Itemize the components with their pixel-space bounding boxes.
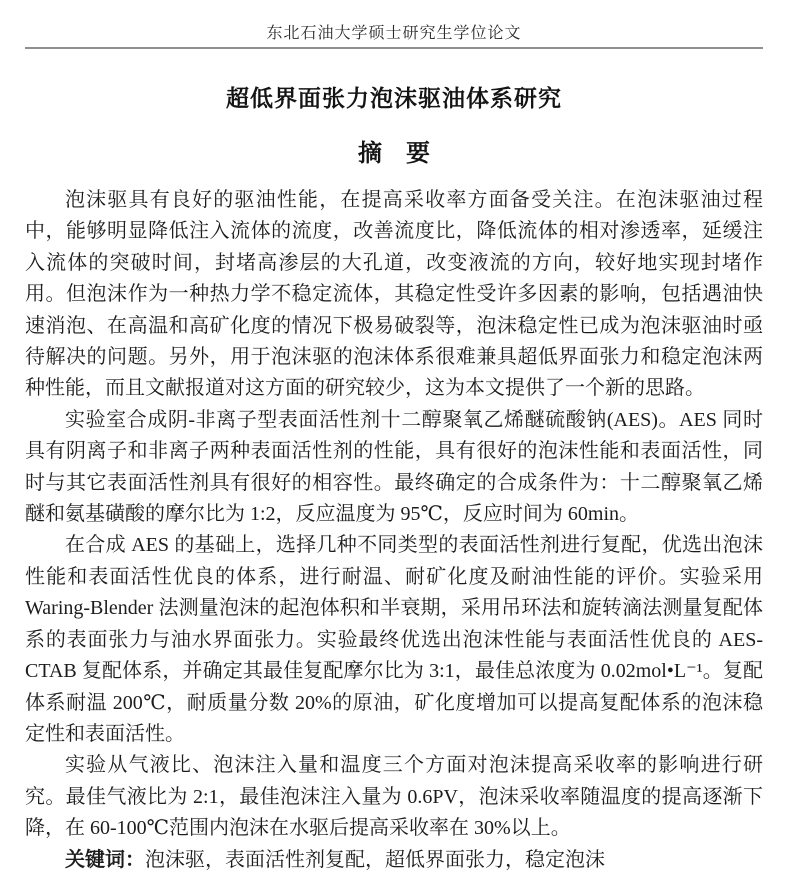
abstract-paragraph-2: 实验室合成阴-非离子型表面活性剂十二醇聚氧乙烯醚硫酸钠(AES)。AES 同时具有阴离子和非离子两种表面活性剂的性能，具有很好的泡沫性能和表面活性，同时与其它表面活性剂具有很好的相容性。最终确定的合成条件为：十二醇聚氧乙烯醚和氨基磺酸的摩尔比为 1:2，反应温度为 95℃，反应时间为 60min。 xyxy=(25,408,763,526)
header-divider xyxy=(25,47,763,49)
keywords-label: 关键词： xyxy=(65,848,145,871)
thesis-title: 超低界面张力泡沫驱油体系研究 xyxy=(226,85,562,111)
abstract-heading: 摘 要 xyxy=(358,140,430,167)
abstract-paragraph-4: 实验从气液比、泡沫注入量和温度三个方面对泡沫提高采收率的影响进行研究。最佳气液比为 2:1，最佳泡沫注入量为 0.6PV，泡沫采收率随温度的提高逐渐下降，在 60-100℃范围内泡沫在水驱后提高采收率在 30%以上。 xyxy=(25,754,763,840)
running-header: 东北石油大学硕士研究生学位论文 xyxy=(266,25,522,42)
keywords-line xyxy=(25,845,763,876)
keywords-text: 泡沫驱，表面活性剂复配，超低界面张力，稳定泡沫 xyxy=(145,848,605,871)
abstract-paragraph-1: 泡沫驱具有良好的驱油性能，在提高采收率方面备受关注。在泡沫驱油过程中，能够明显降低注入流体的流度，改善流度比，降低流体的相对渗透率，延缓注入流体的突破时间，封堵高渗层的大孔道，改变液流的方向，较好地实现封堵作用。但泡沫作为一种热力学不稳定流体，其稳定性受许多因素的影响，包括遇油快速消泡、在高温和高矿化度的情况下极易破裂等，泡沫稳定性已成为泡沫驱油时亟待解决的问题。另外，用于泡沫驱的泡沫体系很难兼具超低界面张力和稳定泡沫两种性能，而且文献报道对这方面的研究较少，这为本文提供了一个新的思路。 xyxy=(25,189,763,400)
abstract-paragraph-3: 在合成 AES 的基础上，选择几种不同类型的表面活性剂进行复配，优选出泡沫性能和表面活性优良的体系，进行耐温、耐矿化度及耐油性能的评价。实验采用 Waring-Blender 法测量泡沫的起泡体积和半衰期，采用吊环法和旋转滴法测量复配体系的表面张力与油水界面张力。实验最终优选出泡沫性能与表面活性优良的 AES-CTAB 复配体系，并确定其最佳复配摩尔比为 3:1，最佳总浓度为 0.02mol•L⁻¹。复配体系耐温 200℃，耐质量分数 20%的原油，矿化度增加可以提高复配体系的泡沫稳定性和表面活性。 xyxy=(25,534,763,745)
abstract-body xyxy=(25,185,763,876)
